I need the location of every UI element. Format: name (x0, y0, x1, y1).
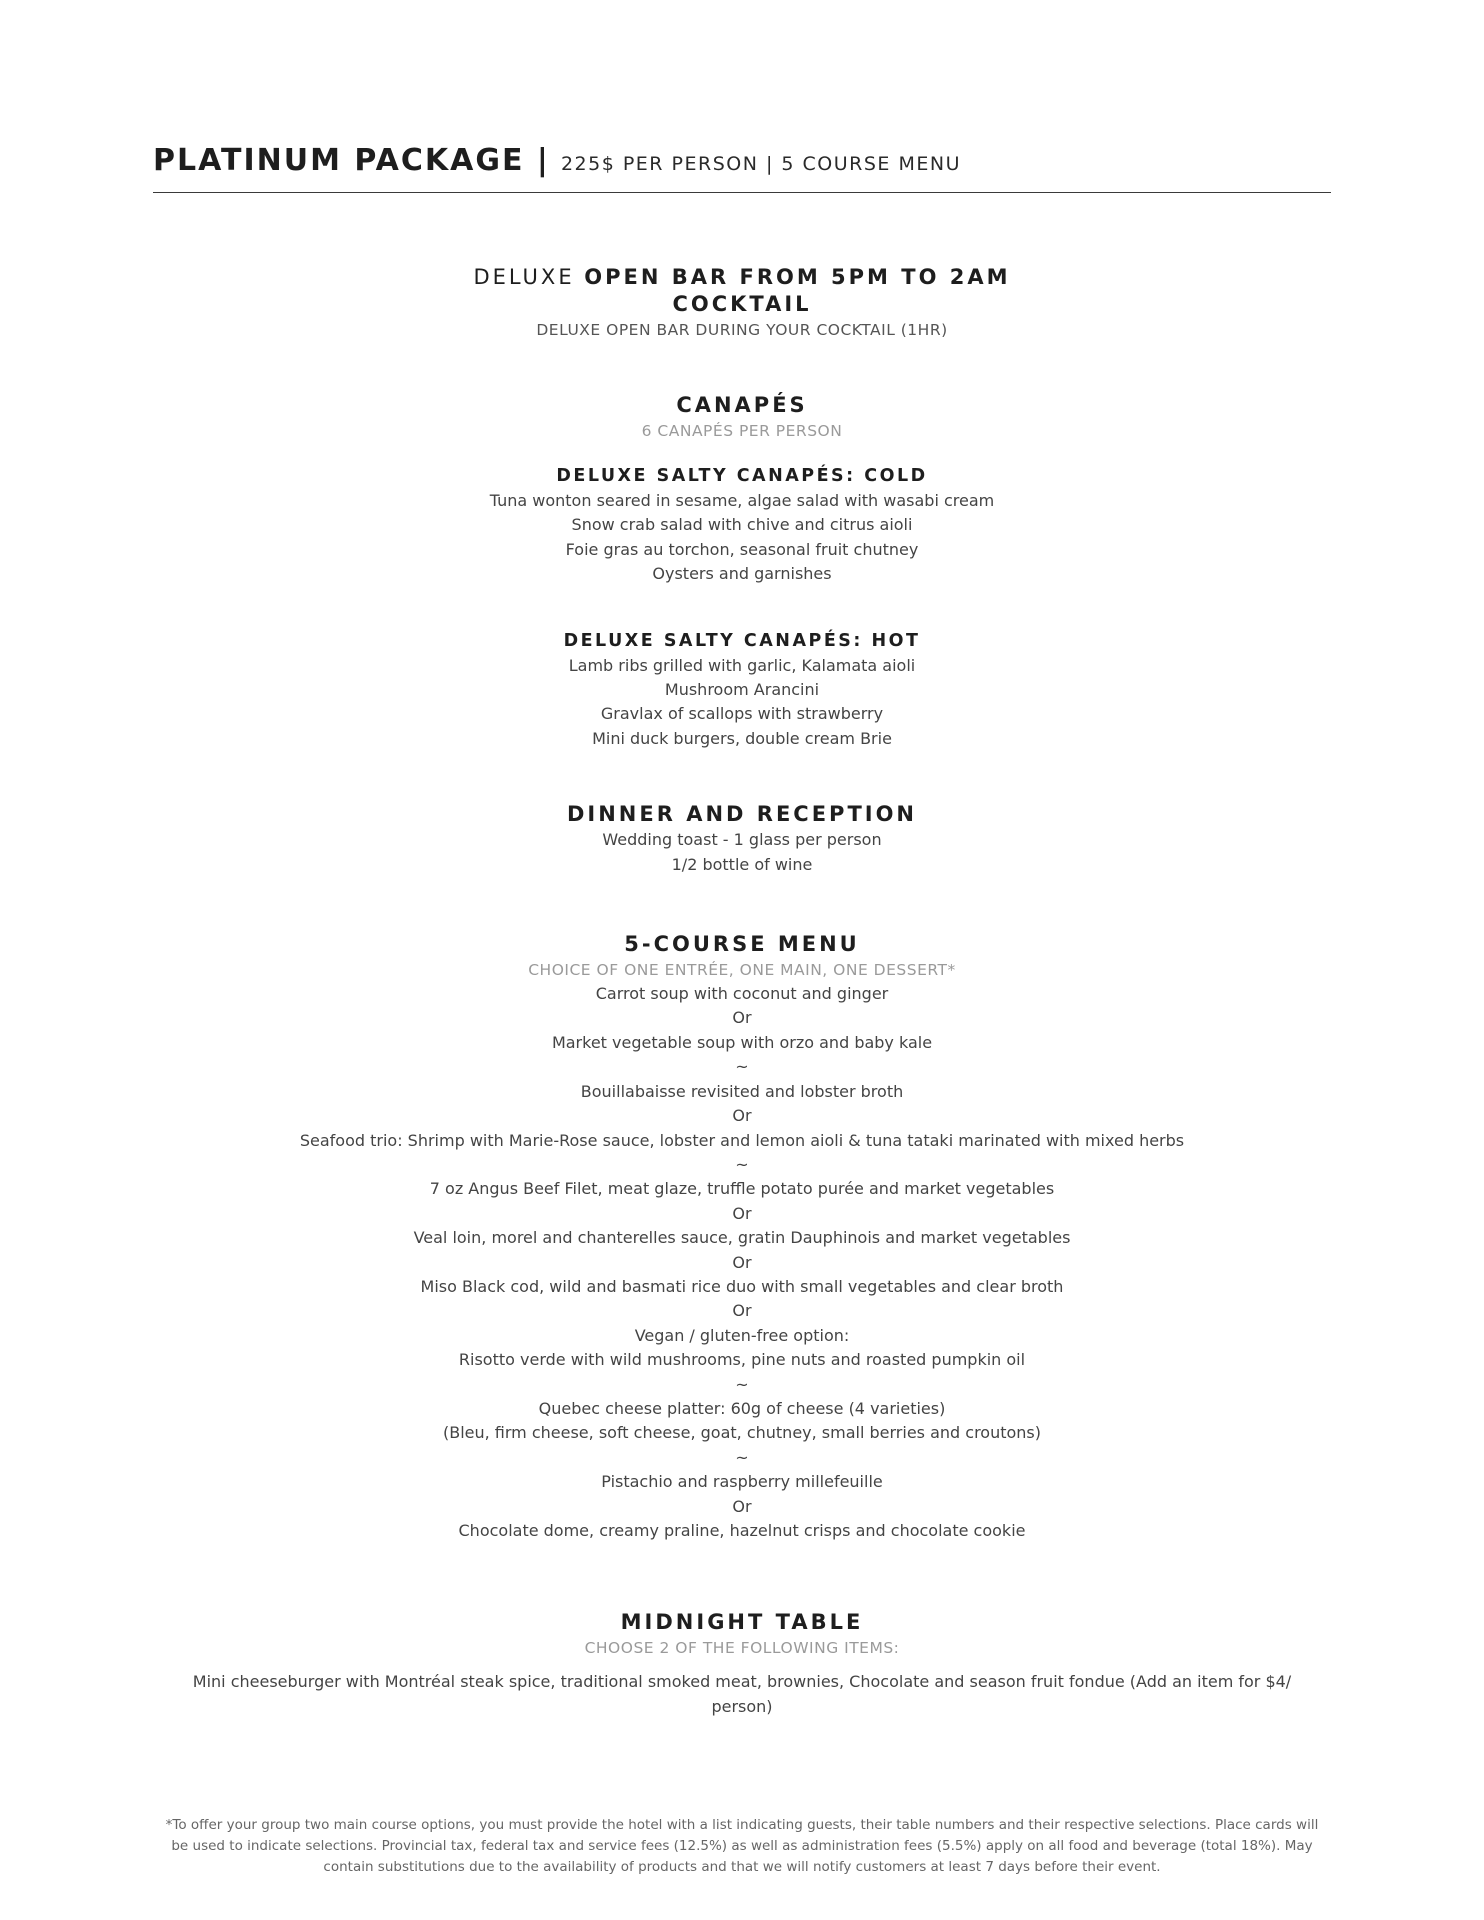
list-item: Tuna wonton seared in sesame, algae salad with wasabi cream (489, 491, 995, 510)
midnight-table-note: CHOOSE 2 OF THE FOLLOWING ITEMS: (584, 1639, 900, 1658)
canapes-note: 6 CANAPÉS PER PERSON (641, 422, 843, 440)
midnight-table-title: MIDNIGHT TABLE (620, 1610, 864, 1635)
list-item: Risotto verde with wild mushrooms, pine nuts and roasted pumpkin oil (458, 1350, 1026, 1370)
list-item: Oysters and garnishes (652, 564, 832, 584)
list-item: ~ (735, 1154, 749, 1174)
menu-content (0, 264, 1484, 1719)
course-menu-section (0, 931, 1484, 1543)
list-item: Or (732, 1252, 752, 1272)
open-bar-title: DELUXE OPEN BAR FROM 5PM TO 2AM (473, 265, 1011, 289)
list-item: Or (732, 1496, 752, 1516)
cold-canapes-title: DELUXE SALTY CANAPÉS: COLD (556, 466, 928, 486)
list-item: (Bleu, firm cheese, soft cheese, goat, chutney, small berries and croutons) (442, 1423, 1042, 1443)
list-item: Or (732, 1301, 752, 1321)
cold-canapes-list (0, 489, 1484, 587)
footnote: *To offer your group two main course options, you must provide the hotel with a list indicating guests, their table numbers and their respective selections. Place cards will be used to indicate selections. Provincial tax, federal tax and service fees (12.5%) as well as administration fees (5.5%) apply on all food and beverage (total 18%). May contain substitutions due to the availability of products and that we will notify customers at least 7 days before their event. (165, 1817, 1319, 1875)
list-item: Or (732, 1008, 752, 1028)
list-item: Chocolate dome, creamy praline, hazelnut crisps and chocolate cookie (458, 1521, 1026, 1540)
list-item: Miso Black cod, wild and basmati rice duo with small vegetables and clear broth (420, 1276, 1064, 1296)
canapes-title: CANAPÉS (676, 393, 808, 417)
list-item: Or (732, 1203, 752, 1223)
package-title: PLATINUM PACKAGE | (153, 143, 550, 178)
dinner-title: DINNER AND RECEPTION (566, 802, 918, 827)
course-menu-title: 5-COURSE MENU (624, 932, 860, 957)
list-item: ~ (735, 1374, 749, 1394)
list-item: Carrot soup with coconut and ginger (595, 984, 889, 1004)
list-item: Veal loin, morel and chanterelles sauce, gratin Dauphinois and market vegetables (413, 1228, 1071, 1248)
list-item: 1/2 bottle of wine (671, 854, 813, 874)
list-item: Quebec cheese platter: 60g of cheese (4 varieties) (538, 1398, 946, 1418)
list-item: Foie gras au torchon, seasonal fruit chutney (565, 539, 919, 559)
list-item: Gravlax of scallops with strawberry (600, 704, 884, 724)
midnight-table-section (0, 1609, 1484, 1719)
list-item: ~ (735, 1447, 749, 1467)
list-item: ~ (735, 1057, 749, 1077)
open-bar-note: DELUXE OPEN BAR DURING YOUR COCKTAIL (1HR) (536, 321, 948, 339)
cocktail-title: COCKTAIL (672, 292, 812, 316)
hot-canapes-title: DELUXE SALTY CANAPÉS: HOT (563, 630, 921, 651)
list-item: Mushroom Arancini (664, 680, 820, 700)
list-item: Bouillabaisse revisited and lobster broth (580, 1081, 904, 1101)
list-item: Pistachio and raspberry millefeuille (601, 1472, 883, 1492)
page-header (153, 143, 1331, 193)
midnight-table-description: Mini cheeseburger with Montréal steak spice, traditional smoked meat, brownies, Chocolate and season fruit fondue (Add an item for $4/ person) (192, 1672, 1292, 1716)
list-item: Market vegetable soup with orzo and baby kale (551, 1032, 933, 1052)
dinner-section (0, 801, 1484, 877)
canapes-section (0, 392, 1484, 751)
hot-canapes-list (0, 654, 1484, 752)
open-bar-section (0, 264, 1484, 342)
list-item: Lamb ribs grilled with garlic, Kalamata aioli (568, 655, 916, 675)
list-item: Wedding toast - 1 glass per person (602, 830, 882, 850)
package-subtitle: 225$ PER PERSON | 5 COURSE MENU (560, 153, 961, 175)
list-item: 7 oz Angus Beef Filet, meat glaze, truffle potato purée and market vegetables (429, 1179, 1055, 1199)
course-menu-note: CHOICE OF ONE ENTRÉE, ONE MAIN, ONE DESSERT* (528, 961, 956, 980)
list-item: Seafood trio: Shrimp with Marie-Rose sauce, lobster and lemon aioli & tuna tataki marinated with mixed herbs (299, 1130, 1185, 1150)
list-item: Vegan / gluten-free option: (634, 1325, 850, 1345)
course-menu-list (0, 982, 1484, 1543)
list-item: Or (732, 1106, 752, 1126)
list-item: Mini duck burgers, double cream Brie (592, 728, 892, 748)
list-item: Snow crab salad with chive and citrus aioli (571, 515, 913, 535)
